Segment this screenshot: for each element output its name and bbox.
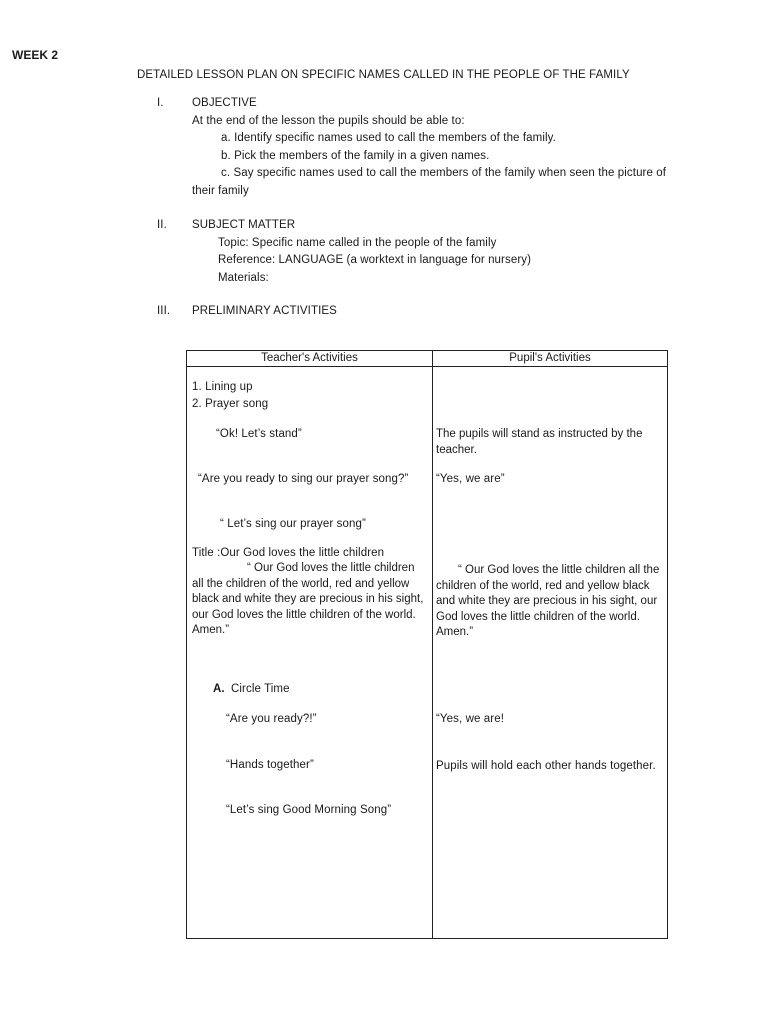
- objective-item-a: a. Identify specific names used to call the members of the family.: [221, 132, 556, 144]
- objective-item-b: b. Pick the members of the family in a given names.: [221, 150, 490, 162]
- teacher-ok-stand: “Ok! Let’s stand”: [216, 428, 302, 440]
- teacher-lets-sing-prayer: “ Let’s sing our prayer song”: [220, 518, 366, 530]
- teacher-prayer-song: 2. Prayer song: [192, 398, 269, 410]
- section-heading-objective: OBJECTIVE: [192, 97, 257, 109]
- section-number-subject: II.: [157, 219, 167, 231]
- pupil-stand: The pupils will stand as instructed by the teacher.: [436, 428, 643, 456]
- teacher-circle-time: Circle Time: [231, 683, 290, 695]
- subject-materials: Materials:: [218, 272, 269, 284]
- teacher-ready-sing: “Are you ready to sing our prayer song?”: [198, 473, 409, 485]
- table-header-divider: [187, 366, 667, 367]
- pupil-song-lyrics: “ Our God loves the little children all the children of the world, red and yellow black and white they are precious in his sight, our God loves the little children of the world. Amen.”: [436, 564, 660, 638]
- activities-table: [186, 350, 668, 939]
- section-number-preliminary: III.: [157, 305, 171, 317]
- teacher-are-you-ready: “Are you ready?!”: [226, 713, 317, 725]
- section-heading-preliminary: PRELIMINARY ACTIVITIES: [192, 305, 337, 317]
- table-header-teacher: Teacher's Activities: [261, 352, 358, 364]
- teacher-song-title: Title :Our God loves the little children: [192, 547, 385, 559]
- circle-time-letter: A.: [213, 683, 225, 695]
- pupil-yes-we-are: “Yes, we are”: [436, 473, 505, 485]
- document-title: DETAILED LESSON PLAN ON SPECIFIC NAMES CALLED IN THE PEOPLE OF THE FAMILY: [137, 69, 630, 81]
- section-heading-subject: SUBJECT MATTER: [192, 219, 296, 231]
- pupil-hold-hands: Pupils will hold each other hands together.: [436, 760, 656, 772]
- table-column-divider: [432, 351, 433, 938]
- objective-intro: At the end of the lesson the pupils should be able to:: [192, 115, 465, 127]
- week-label: WEEK 2: [12, 48, 59, 62]
- pupil-yes-we-are-2: “Yes, we are!: [436, 713, 504, 725]
- teacher-good-morning-song: “Let’s sing Good Morning Song”: [226, 804, 392, 816]
- teacher-lining-up: 1. Lining up: [192, 381, 253, 393]
- section-number-objective: I.: [157, 97, 164, 109]
- subject-reference: Reference: LANGUAGE (a worktext in language for nursery): [218, 254, 532, 266]
- teacher-song-lyrics: “ Our God loves the little children all the children of the world, red and yellow black and white they are precious in his sight, our God loves the little children of the world. Amen.”: [192, 562, 424, 636]
- teacher-hands-together: “Hands together”: [226, 759, 314, 771]
- subject-topic: Topic: Specific name called in the people of the family: [218, 237, 497, 249]
- table-header-pupil: Pupil's Activities: [509, 352, 591, 364]
- objective-item-c: c. Say specific names used to call the members of the family when seen the picture of: [221, 167, 667, 179]
- objective-item-c-cont: their family: [192, 185, 249, 197]
